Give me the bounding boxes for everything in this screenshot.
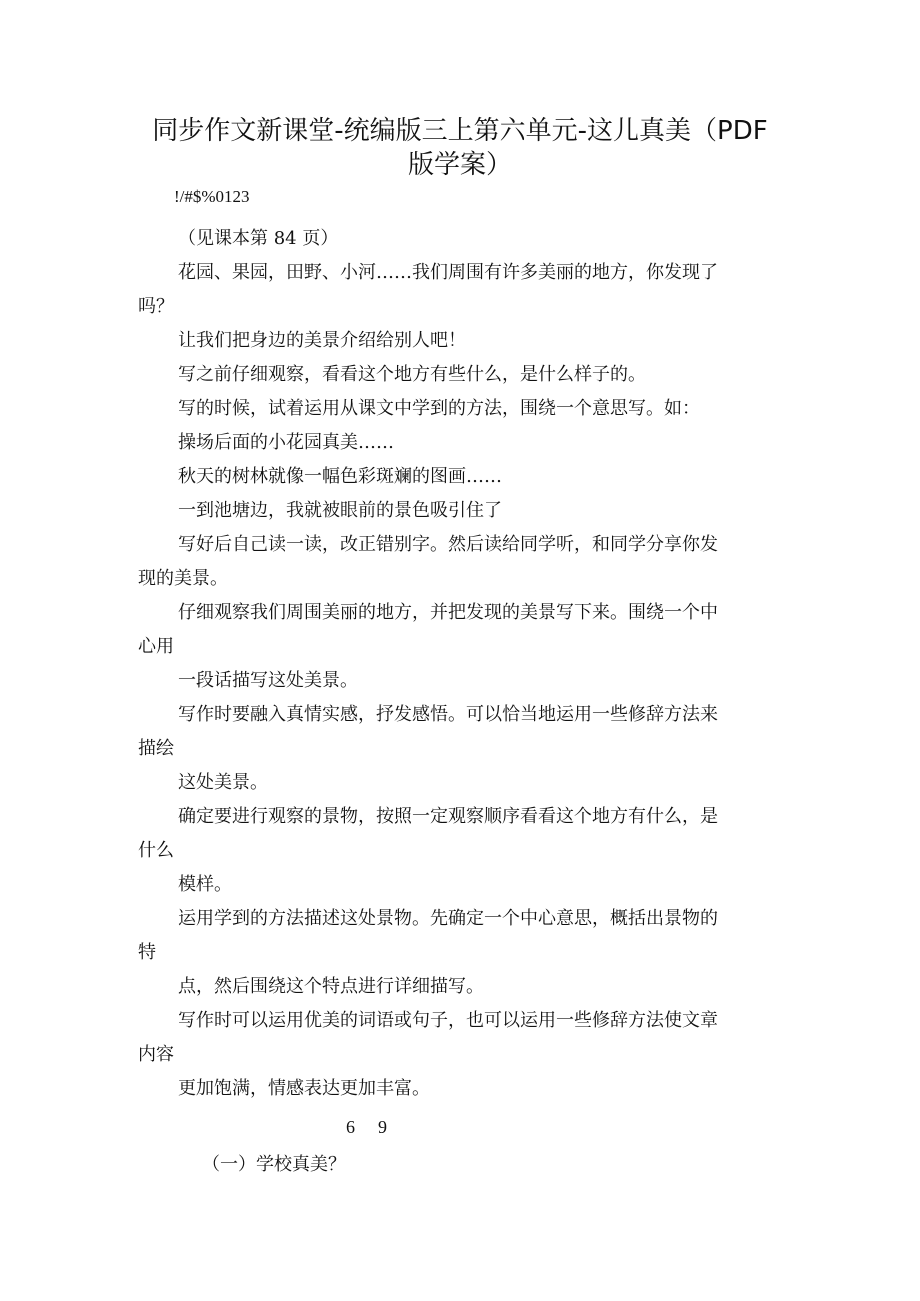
text-line: 更加饱满，情感表达更加丰富。 xyxy=(178,1078,430,1099)
text-line: 让我们把身边的美景介绍给别人吧！ xyxy=(178,330,466,351)
text-line: 秋天的树林就像一幅色彩斑斓的图画…… xyxy=(178,466,502,487)
text-line: 吗？ xyxy=(138,296,174,317)
text-line: 一到池塘边，我就被眼前的景色吸引住了 xyxy=(178,500,502,521)
text-line: 点，然后围绕这个特点进行详细描写。 xyxy=(178,976,484,997)
text-line: 描绘 xyxy=(138,738,174,759)
section-heading: （一）学校真美？ xyxy=(202,1154,346,1175)
text-line: 特 xyxy=(138,942,156,963)
text-line: （见课本第 84 页） xyxy=(178,228,339,249)
text-line: 运用学到的方法描述这处景物。先确定一个中心意思，概括出景物的 xyxy=(178,908,718,929)
text-line: 写作时要融入真情实感，抒发感悟。可以恰当地运用一些修辞方法来 xyxy=(178,704,718,725)
text-line: 花园、果园，田野、小河……我们周围有许多美丽的地方，你发现了 xyxy=(178,262,718,283)
text-line: 一段话描写这处美景。 xyxy=(178,670,358,691)
garbled-text-line: !/#$%0123 xyxy=(174,187,250,206)
text-line: 内容 xyxy=(138,1044,174,1065)
text-line: 模样。 xyxy=(178,874,232,895)
text-line: 心用 xyxy=(138,636,174,657)
text-line: 写的时候，试着运用从课文中学到的方法，围绕一个意思写。如： xyxy=(178,398,700,419)
text-line: 什么 xyxy=(138,840,174,861)
text-line: 写作时可以运用优美的词语或句子，也可以运用一些修辞方法使文章 xyxy=(178,1010,718,1031)
number-label: 9 xyxy=(378,1117,387,1137)
text-line: 操场后面的小花园真美…… xyxy=(178,432,394,453)
document-title-line-1: 同步作文新课堂-统编版三上第六单元-这儿真美（PDF xyxy=(152,116,768,146)
text-line: 现的美景。 xyxy=(138,568,228,589)
text-line: 确定要进行观察的景物，按照一定观察顺序看看这个地方有什么，是 xyxy=(178,806,718,827)
text-line: 这处美景。 xyxy=(178,772,268,793)
text-line: 仔细观察我们周围美丽的地方，并把发现的美景写下来。围绕一个中 xyxy=(178,602,718,623)
number-label: 6 xyxy=(346,1117,355,1137)
document-title-line-2: 版学案） xyxy=(407,150,512,180)
text-line: 写之前仔细观察，看看这个地方有些什么，是什么样子的。 xyxy=(178,364,646,385)
text-line: 写好后自己读一读，改正错别字。然后读给同学听，和同学分享你发 xyxy=(178,534,718,555)
